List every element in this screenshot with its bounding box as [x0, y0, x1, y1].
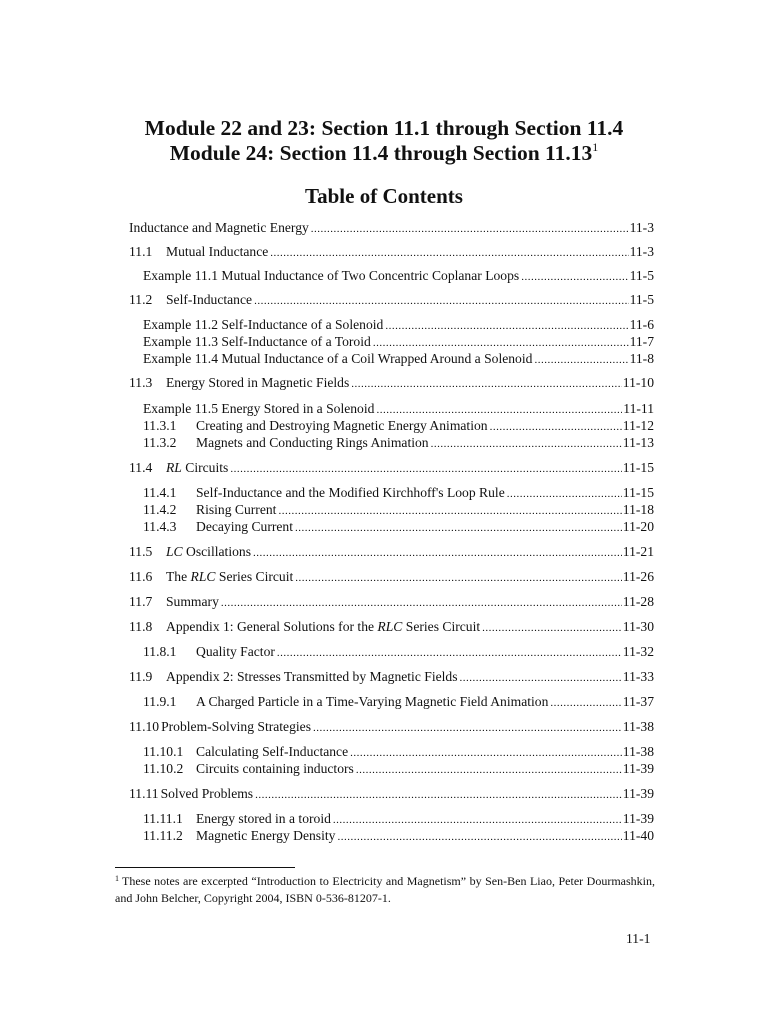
toc-entry-title: [143, 501, 276, 518]
toc-entry-label: Circuits: [181, 460, 229, 475]
toc-entry-label: Appendix 2: Stresses Transmitted by Magnetic Fields: [166, 669, 458, 684]
toc-entry-label: Magnetic Energy Density: [196, 828, 336, 843]
toc-entry-label-prefix: The: [166, 569, 191, 584]
toc-leader-dots: [221, 595, 622, 612]
toc-entry-number: 11.8.1: [143, 644, 177, 659]
toc-entry-page: 11-38: [622, 719, 654, 734]
toc-entry-title: [129, 243, 268, 260]
toc-entry-label: Mutual Inductance: [166, 244, 269, 259]
toc-entry-math: RL: [166, 460, 182, 475]
toc-entry-number: 11.10.1: [143, 744, 184, 759]
toc-entry-math: RLC: [377, 619, 403, 634]
toc-entry[interactable]: [143, 484, 654, 501]
toc-entry-math: LC: [166, 544, 183, 559]
toc-entry[interactable]: [143, 827, 654, 844]
toc-entry-page: 11-39: [622, 786, 654, 801]
toc-entry[interactable]: [143, 810, 654, 827]
toc-entry-number: 11.8: [129, 619, 153, 634]
toc-entry-number: 11.4.1: [143, 485, 177, 500]
toc-leader-dots: [351, 376, 622, 393]
toc-leader-dots: [356, 762, 622, 779]
toc-entry[interactable]: [129, 568, 654, 585]
toc-entry-number: 11.11.1: [143, 811, 183, 826]
toc-entry-page: 11-20: [622, 519, 654, 534]
toc-entry-title: [143, 693, 548, 710]
toc-entry-label-prefix: Appendix 1: General Solutions for the: [166, 619, 378, 634]
toc-entry-label: Decaying Current: [196, 519, 294, 534]
toc-entry-number: 11.10.2: [143, 761, 184, 776]
toc-leader-dots: [277, 645, 622, 662]
toc-leader-dots: [534, 352, 628, 369]
toc-entry-page: 11-18: [622, 502, 654, 517]
module-title-line-2: [0, 140, 768, 166]
toc-entry-number: 11.9: [129, 669, 153, 684]
toc-entry[interactable]: [143, 417, 654, 434]
toc-entry-label: Example 11.1 Mutual Inductance of Two Concentric Coplanar Loops: [143, 268, 520, 283]
toc-entry[interactable]: [143, 400, 654, 417]
toc-entry[interactable]: [143, 743, 654, 760]
toc-entry-page: 11-3: [629, 244, 654, 259]
toc-entry[interactable]: [129, 593, 654, 610]
toc-entry-number: 11.2: [129, 292, 153, 307]
toc-entry-page: 11-6: [629, 317, 654, 332]
toc-entry[interactable]: [129, 668, 654, 685]
toc-entry-title: [129, 291, 252, 308]
toc-entry-label: Problem-Solving Strategies: [161, 719, 311, 734]
toc-entry-title: [129, 718, 311, 735]
toc-entry-title: [129, 374, 349, 391]
toc-entry-label: Example 11.5 Energy Stored in a Solenoid: [143, 401, 375, 416]
toc-leader-dots: [311, 221, 629, 238]
toc-entry[interactable]: [129, 374, 654, 391]
toc-entry[interactable]: [143, 760, 654, 777]
toc-entry-label: Magnets and Conducting Rings Animation: [196, 435, 429, 450]
toc-entry-number: 11.6: [129, 569, 153, 584]
toc-entry[interactable]: [143, 316, 654, 333]
toc-entry-title: [143, 643, 275, 660]
toc-entry[interactable]: [129, 543, 654, 560]
toc-entry-page: 11-8: [629, 351, 654, 366]
toc-entry-number: 11.7: [129, 594, 153, 609]
toc-entry-label: Example 11.4 Mutual Inductance of a Coil Wrapped Around a Solenoid: [143, 351, 533, 366]
toc-entry-title: [129, 568, 293, 585]
footnote-text: These notes are excerpted “Introduction to Electricity and Magnetism” by Sen-Ben Liao, Peter Dourmashkin, and John Belcher, Copyright 2004, ISBN 0-536-81207-1.: [115, 874, 655, 905]
toc-entry-title: [143, 484, 505, 501]
toc-entry-title: [143, 827, 335, 844]
toc-entry-title: [143, 810, 331, 827]
toc-entry-page: 11-30: [622, 619, 654, 634]
toc-entry-label: Example 11.3 Self-Inductance of a Toroid: [143, 334, 371, 349]
toc-entry-number: 11.5: [129, 544, 153, 559]
toc-leader-dots: [337, 829, 621, 846]
toc-entry-page: 11-33: [622, 669, 654, 684]
toc-entry-title: [129, 618, 480, 635]
toc-entry-label: Series Circuit: [402, 619, 481, 634]
toc-entry-label: Calculating Self-Inductance: [196, 744, 349, 759]
toc-entry-title: [143, 518, 293, 535]
toc-entry-label: Energy Stored in Magnetic Fields: [166, 375, 350, 390]
toc-entry-page: 11-32: [622, 644, 654, 659]
toc-entry-label: Solved Problems: [160, 786, 254, 801]
toc-entry-label: Series Circuit: [215, 569, 294, 584]
toc-entry-number: 11.11: [129, 786, 159, 801]
toc-entry-math: RLC: [190, 569, 216, 584]
toc-entry-page: 11-26: [622, 569, 654, 584]
toc-entry-title: [143, 417, 488, 434]
toc-entry-label: Example 11.2 Self-Inductance of a Solenoid: [143, 317, 384, 332]
toc-entry-page: 11-39: [622, 761, 654, 776]
toc-entry-title: [143, 743, 348, 760]
toc-entry-page: 11-38: [622, 744, 654, 759]
toc-entry-page: 11-21: [622, 544, 654, 559]
toc-leader-dots: [431, 436, 622, 453]
toc-entry-page: 11-5: [629, 292, 654, 307]
toc-entry-label: A Charged Particle in a Time-Varying Magnetic Field Animation: [196, 694, 549, 709]
toc-leader-dots: [550, 695, 621, 712]
toc-entry-page: 11-11: [623, 401, 654, 416]
toc-heading: Table of Contents: [305, 184, 463, 208]
toc-entry[interactable]: [143, 501, 654, 518]
toc-entry-number: 11.3.1: [143, 418, 177, 433]
toc-entry-page: 11-15: [622, 460, 654, 475]
toc-leader-dots: [313, 720, 622, 737]
footnote-separator: [115, 867, 295, 868]
toc-entry-page: 11-5: [629, 268, 654, 283]
toc-leader-dots: [521, 269, 628, 286]
toc-leader-dots: [230, 461, 621, 478]
toc-entry-title: [143, 434, 429, 451]
toc-entry-label: Self-Inductance and the Modified Kirchhoff's Loop Rule: [196, 485, 505, 500]
toc-entry-number: 11.11.2: [143, 828, 183, 843]
toc-entry-title: [129, 543, 251, 560]
toc-entry[interactable]: [129, 291, 654, 308]
toc-entry-label: Energy stored in a toroid: [196, 811, 331, 826]
toc-entry[interactable]: [143, 267, 654, 284]
footnote: [115, 873, 655, 907]
toc-entry-page: 11-13: [622, 435, 654, 450]
toc-entry[interactable]: [129, 459, 654, 476]
toc-entry-page: 11-28: [622, 594, 654, 609]
toc-entry-title: [143, 760, 354, 777]
toc-leader-dots: [295, 570, 622, 587]
toc-entry[interactable]: [129, 718, 654, 735]
toc-entry[interactable]: [143, 350, 654, 367]
toc-entry-label: Oscillations: [182, 544, 251, 559]
toc-entry-number: 11.3: [129, 375, 153, 390]
toc-entry-title: [129, 459, 228, 476]
toc-entry[interactable]: [143, 693, 654, 710]
toc-entry-page: 11-3: [629, 220, 654, 235]
toc-entry[interactable]: [129, 243, 654, 260]
toc-entry-label: Circuits containing inductors: [196, 761, 354, 776]
toc-leader-dots: [270, 245, 628, 262]
toc-entry-number: 11.3.2: [143, 435, 177, 450]
toc-entry-page: 11-39: [622, 811, 654, 826]
toc-entry-page: 11-15: [622, 485, 654, 500]
toc-entry[interactable]: [143, 518, 654, 535]
toc-entry-title: [129, 593, 219, 610]
toc-entry-page: 11-40: [622, 828, 654, 843]
toc-leader-dots: [482, 620, 622, 637]
toc-leader-dots: [460, 670, 622, 687]
footnote-reference[interactable]: 1: [592, 140, 599, 154]
module-title-line-2-text: Module 24: Section 11.4 through Section 11.13: [169, 141, 593, 165]
toc-entry-label: Rising Current: [196, 502, 277, 517]
toc-entry-label: Quality Factor: [196, 644, 275, 659]
toc-entry-label: Creating and Destroying Magnetic Energy Animation: [196, 418, 488, 433]
footnote-mark: 1: [115, 874, 119, 883]
toc-entry[interactable]: [143, 643, 654, 660]
toc-entry-label: Inductance and Magnetic Energy: [129, 220, 309, 235]
toc-entry-number: 11.4: [129, 460, 153, 475]
toc-entry-page: 11-12: [622, 418, 654, 433]
page-number: 11-1: [626, 931, 651, 946]
toc-entry-number: 11.10: [129, 719, 160, 734]
toc-leader-dots: [295, 520, 622, 537]
toc-entry-page: 11-10: [622, 375, 654, 390]
toc-leader-dots: [253, 545, 622, 562]
toc-leader-dots: [255, 787, 622, 804]
toc-entry[interactable]: [129, 785, 654, 802]
toc-entry-title: [129, 668, 458, 685]
toc-entry[interactable]: [129, 618, 654, 635]
module-title-line-1: Module 22 and 23: Section 11.1 through Section 11.4: [144, 116, 624, 140]
toc-entry-number: 11.4.3: [143, 519, 177, 534]
toc-entry-number: 11.1: [129, 244, 153, 259]
toc-entry-title: [129, 785, 253, 802]
toc-entry-number: 11.4.2: [143, 502, 177, 517]
toc-leader-dots: [254, 293, 629, 310]
toc-entry-page: 11-37: [622, 694, 654, 709]
toc-entry[interactable]: [129, 219, 654, 236]
toc-entry[interactable]: [143, 333, 654, 350]
toc-entry-number: 11.9.1: [143, 694, 177, 709]
toc-entry-label: Summary: [166, 594, 219, 609]
toc-entry-label: Self-Inductance: [166, 292, 253, 307]
toc-entry[interactable]: [143, 434, 654, 451]
toc-entry-page: 11-7: [629, 334, 654, 349]
